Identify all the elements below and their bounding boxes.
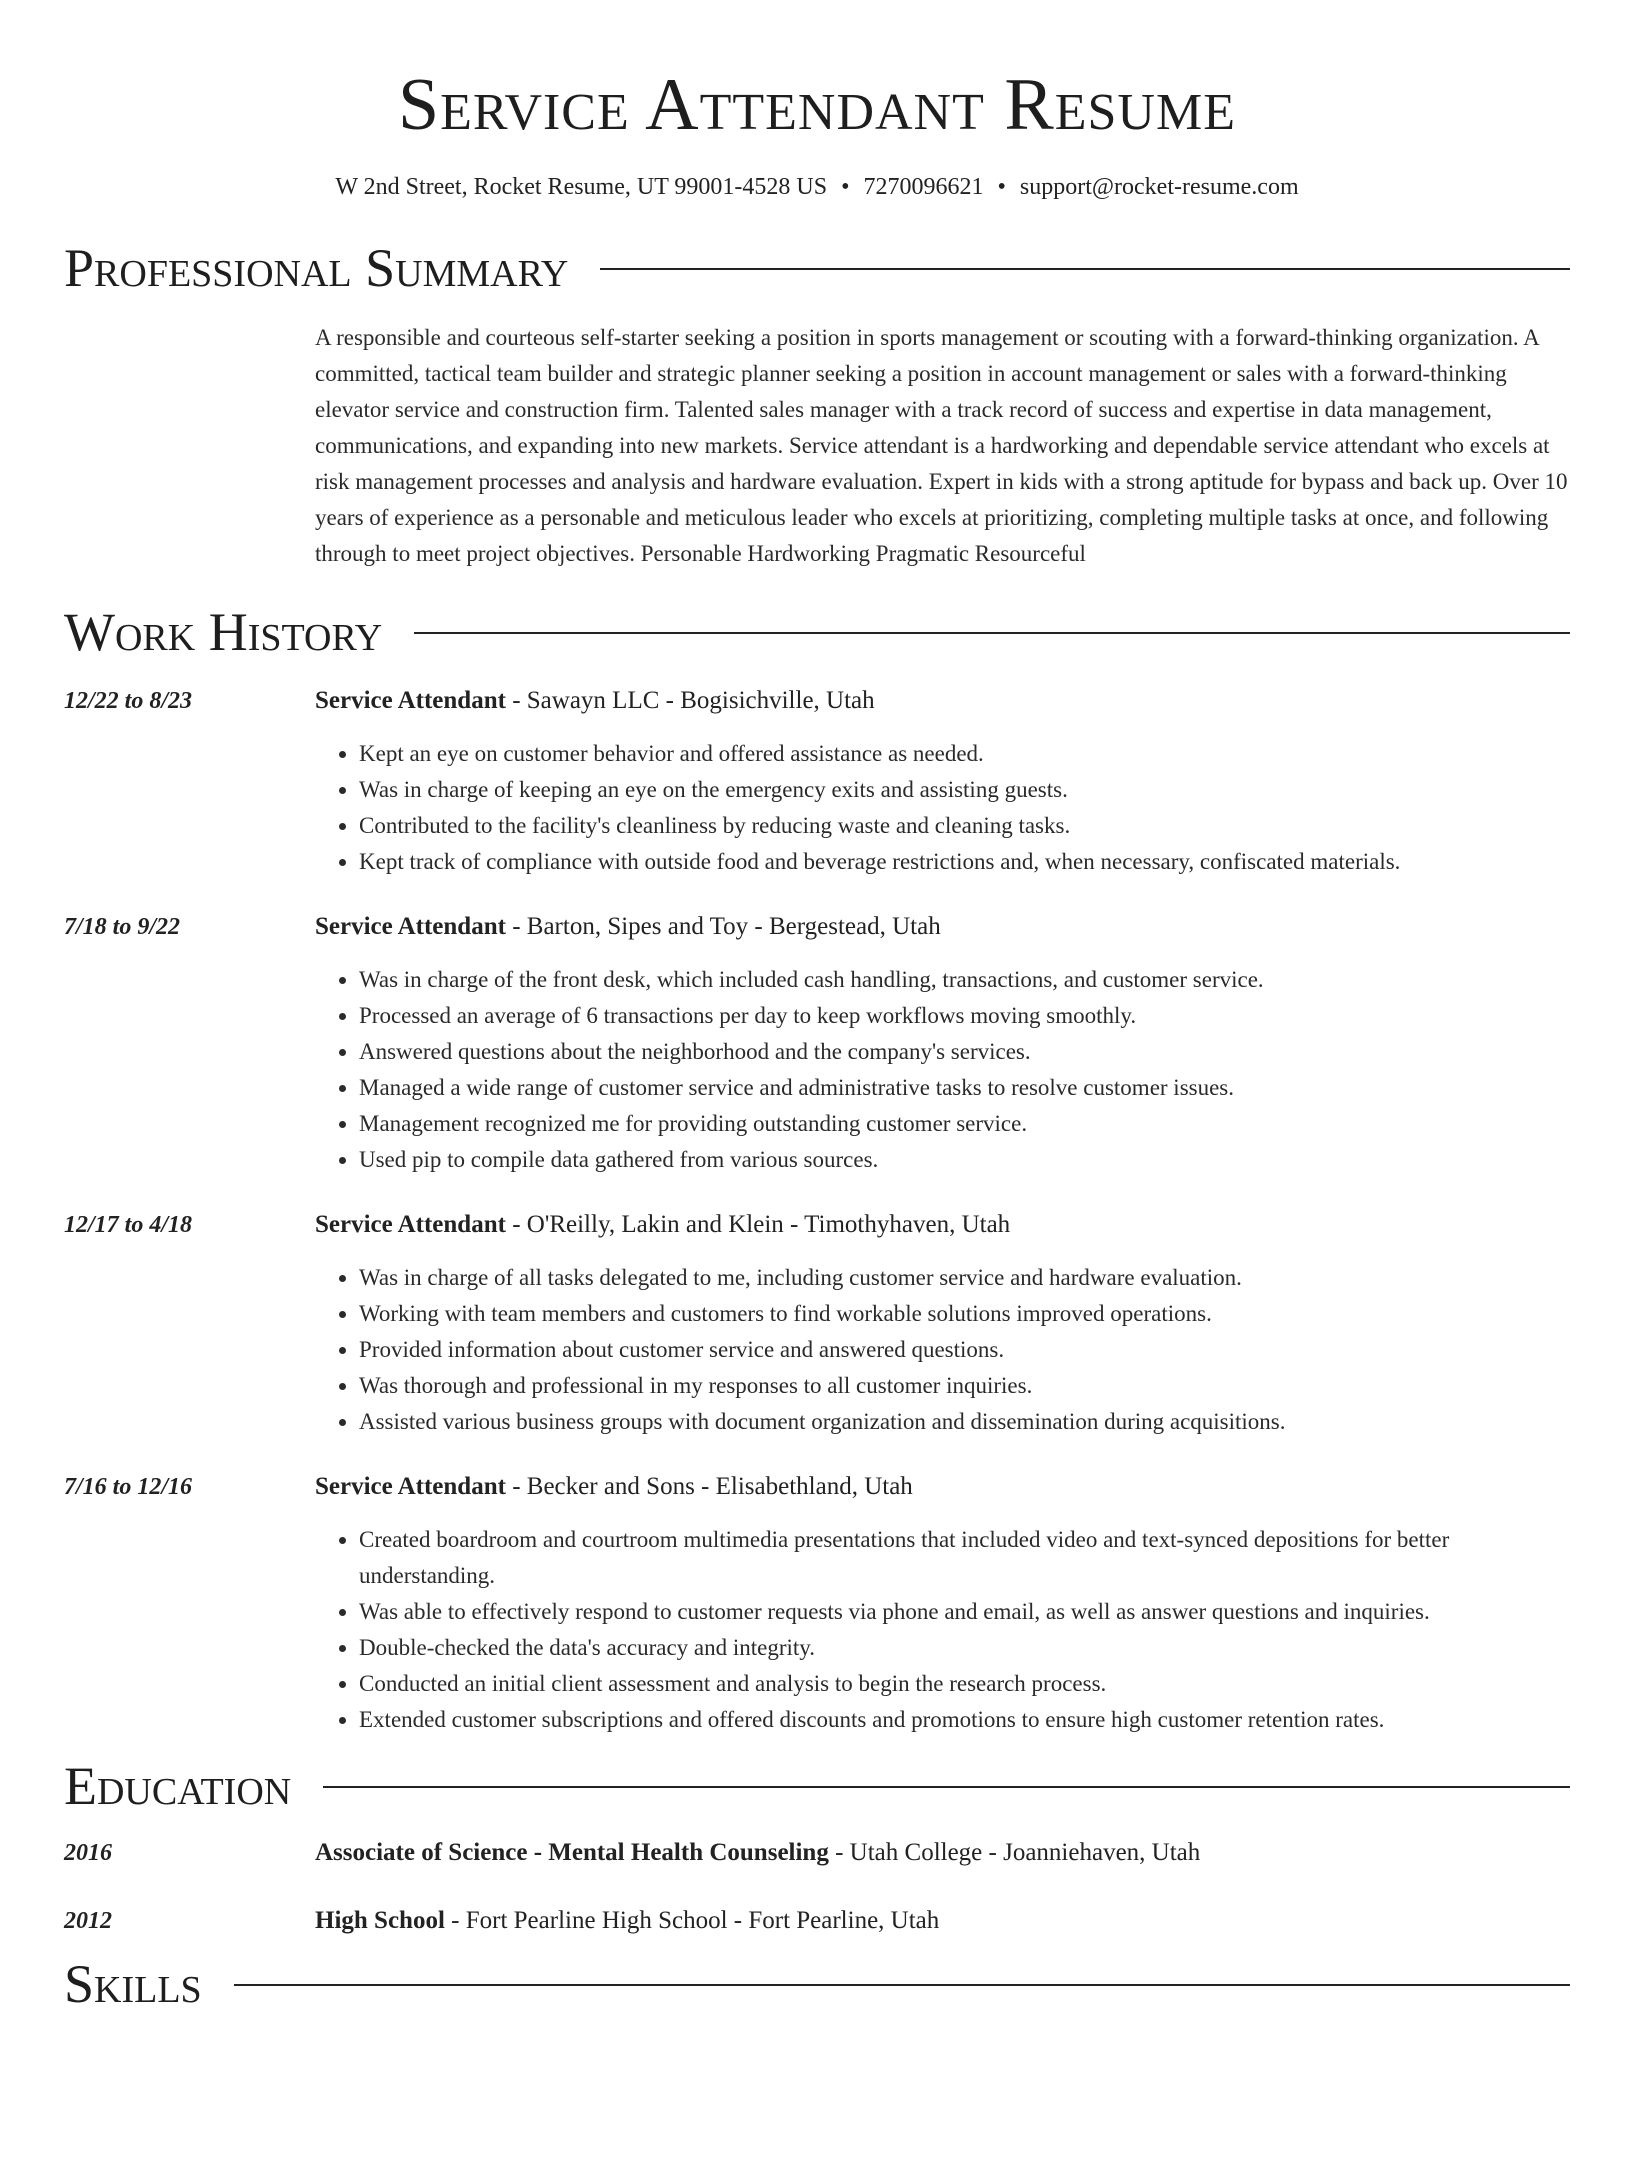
job-entry <box>64 1470 1570 1738</box>
education-school: - Fort Pearline High School - Fort Pearline, Utah <box>444 1907 940 1934</box>
section-divider <box>234 1984 1570 1986</box>
job-title: Service Attendant <box>315 687 506 714</box>
job-title-line <box>315 1470 1570 1504</box>
job-title-line <box>315 910 1570 944</box>
contact-email: support@rocket-resume.com <box>1019 174 1299 200</box>
job-bullet: • Provided information about customer service and answered questions. <box>359 1332 1570 1368</box>
job-detail <box>315 1470 1570 1738</box>
job-bullet: • Was in charge of keeping an eye on the emergency exits and assisting guests. <box>359 772 1570 808</box>
summary-section-header <box>64 236 1570 300</box>
job-detail <box>315 910 1570 1178</box>
job-bullet: • Management recognized me for providing outstanding customer service. <box>359 1106 1570 1142</box>
job-bullets <box>315 962 1570 1178</box>
education-degree: High School <box>315 1907 445 1934</box>
contact-line <box>64 172 1570 202</box>
job-employer: - Becker and Sons - Elisabethland, Utah <box>505 1473 913 1500</box>
education-entry <box>64 1836 1570 1870</box>
summary-text: A responsible and courteous self-starter seeking a position in sports management or scouting with a forward-thinking organization. A committed, tactical team builder and strategic planner seeking a position in account management or sales with a forward-thinking elevator service and construction firm. Talented sales manager with a track record of success and expertise in data management, communications, and expanding into new markets. Service attendant is a hardworking and dependable service attendant who excels at risk management processes and analysis and hardware evaluation. Expert in kids with a strong aptitude for bypass and back up. Over 10 years of experience as a personable and meticulous leader who excels at prioritizing, completing multiple tasks at once, and following through to meet project objectives. Personable Hardworking Pragmatic Resourceful <box>315 325 1568 566</box>
education-year: 2016 <box>64 1840 112 1866</box>
job-bullets <box>315 1522 1570 1738</box>
job-title-line <box>315 1208 1570 1242</box>
job-bullets <box>315 736 1570 880</box>
job-bullet: • Was able to effectively respond to customer requests via phone and email, as well as answer questions and inquiries. <box>359 1594 1570 1630</box>
job-bullet: • Double-checked the data's accuracy and integrity. <box>359 1630 1570 1666</box>
job-dates: 7/18 to 9/22 <box>64 914 181 940</box>
job-employer: - Barton, Sipes and Toy - Bergestead, Utah <box>505 913 941 940</box>
contact-address: W 2nd Street, Rocket Resume, UT 99001-4528 US <box>335 174 828 200</box>
education-list <box>64 1836 1570 1938</box>
job-bullet: • Was in charge of all tasks delegated to me, including customer service and hardware evaluation. <box>359 1260 1570 1296</box>
skills-heading: Skills <box>64 1954 202 2014</box>
job-bullet: • Assisted various business groups with document organization and dissemination during acquisitions. <box>359 1404 1570 1440</box>
education-entry <box>64 1904 1570 1938</box>
section-divider <box>323 1786 1570 1788</box>
education-school: - Utah College - Joanniehaven, Utah <box>828 1839 1201 1866</box>
job-bullet: • Answered questions about the neighborhood and the company's services. <box>359 1034 1570 1070</box>
job-bullet: • Extended customer subscriptions and offered discounts and promotions to ensure high customer retention rates. <box>359 1702 1570 1738</box>
education-detail <box>315 1836 1200 1870</box>
job-bullet: • Kept an eye on customer behavior and offered assistance as needed. <box>359 736 1570 772</box>
contact-phone: 7270096621 <box>863 174 984 200</box>
work-heading: Work History <box>64 602 383 662</box>
section-divider <box>414 632 1570 634</box>
job-bullet: • Was in charge of the front desk, which included cash handling, transactions, and customer service. <box>359 962 1570 998</box>
job-bullet: • Created boardroom and courtroom multimedia presentations that included video and text-synced depositions for better understanding. <box>359 1522 1570 1594</box>
education-heading: Education <box>64 1756 292 1816</box>
work-section-header <box>64 600 1570 664</box>
section-divider <box>600 268 1570 270</box>
job-bullet: • Conducted an initial client assessment and analysis to begin the research process. <box>359 1666 1570 1702</box>
job-dates: 12/17 to 4/18 <box>64 1212 193 1238</box>
resume-page <box>0 62 1632 2174</box>
job-employer: - O'Reilly, Lakin and Klein - Timothyhaven, Utah <box>505 1211 1011 1238</box>
job-entry <box>64 684 1570 880</box>
resume-title: Service Attendant Resume <box>398 64 1236 146</box>
job-detail <box>315 1208 1570 1440</box>
job-title-line <box>315 684 1570 718</box>
job-bullets <box>315 1260 1570 1440</box>
job-employer: - Sawayn LLC - Bogisichville, Utah <box>505 687 875 714</box>
job-title: Service Attendant <box>315 1211 506 1238</box>
job-bullet: • Kept track of compliance with outside food and beverage restrictions and, when necessary, confiscated materials. <box>359 844 1570 880</box>
job-bullet: • Working with team members and customers to find workable solutions improved operations. <box>359 1296 1570 1332</box>
job-bullet: • Processed an average of 6 transactions per day to keep workflows moving smoothly. <box>359 998 1570 1034</box>
job-dates: 12/22 to 8/23 <box>64 688 193 714</box>
job-bullet: • Contributed to the facility's cleanliness by reducing waste and cleaning tasks. <box>359 808 1570 844</box>
job-bullet: • Used pip to compile data gathered from various sources. <box>359 1142 1570 1178</box>
job-entry <box>64 910 1570 1178</box>
job-title: Service Attendant <box>315 1473 506 1500</box>
education-section-header <box>64 1754 1570 1818</box>
summary-heading: Professional Summary <box>64 238 569 298</box>
contact-separator: • <box>841 174 850 200</box>
education-degree: Associate of Science - Mental Health Counseling <box>315 1839 829 1866</box>
job-detail <box>315 684 1570 880</box>
job-entry <box>64 1208 1570 1440</box>
skills-section-header <box>64 1952 1570 2016</box>
education-year: 2012 <box>64 1908 112 1934</box>
job-title: Service Attendant <box>315 913 506 940</box>
contact-separator: • <box>997 174 1006 200</box>
job-bullet: • Managed a wide range of customer service and administrative tasks to resolve customer issues. <box>359 1070 1570 1106</box>
job-bullet: • Was thorough and professional in my responses to all customer inquiries. <box>359 1368 1570 1404</box>
education-detail <box>315 1904 939 1938</box>
job-dates: 7/16 to 12/16 <box>64 1474 193 1500</box>
work-history-list <box>64 684 1570 1738</box>
